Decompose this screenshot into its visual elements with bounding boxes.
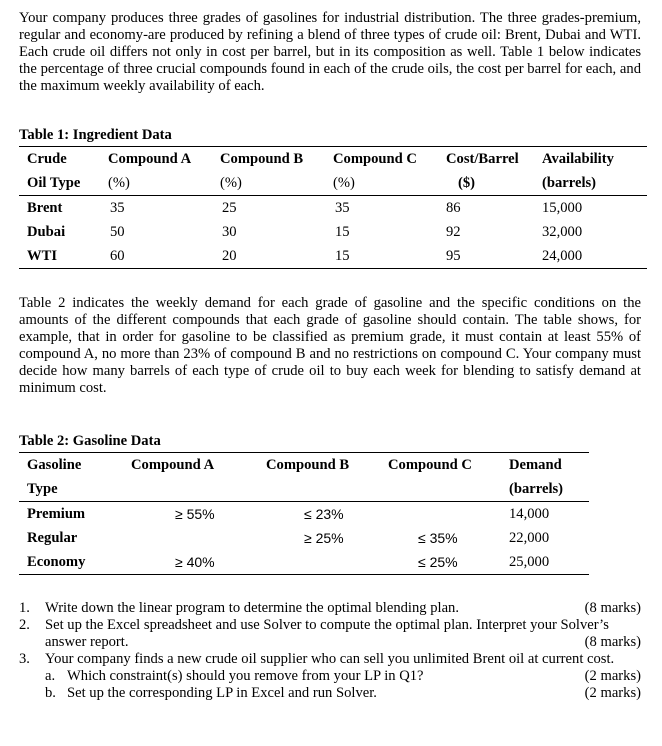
table-row [19, 220, 647, 244]
table2-header-cell: Compound B [266, 453, 388, 478]
table-cell: 35 [335, 199, 350, 216]
question-3a [45, 668, 641, 685]
table-cell: ≤ 25% [388, 550, 501, 575]
table-cell [388, 502, 501, 527]
table-cell: 50 [110, 223, 125, 240]
table-cell: 92 [446, 223, 461, 240]
table1-header-cell: (barrels) [542, 171, 647, 196]
question-2 [19, 617, 641, 651]
table-cell: ≥ 40% [131, 550, 266, 575]
table-row [19, 526, 589, 550]
table2-header-cell: Gasoline [19, 453, 131, 478]
table-cell: 86 [446, 199, 461, 216]
table1-header-cell: Crude [19, 147, 108, 172]
table2-header-cell: (barrels) [501, 477, 589, 502]
question-number: 3. [19, 651, 30, 667]
table-cell: 15 [335, 223, 350, 240]
question-number: a. [45, 668, 56, 684]
question-number: 2. [19, 617, 30, 633]
sub-question-list [45, 668, 641, 702]
table2-header-cell: Compound C [388, 453, 501, 478]
table-cell: ≥ 55% [175, 505, 215, 522]
table-cell: 15 [333, 244, 446, 269]
table-cell: 30 [222, 223, 237, 240]
table-cell: 14,000 [509, 505, 550, 522]
oil-type-cell: Dubai [27, 223, 66, 240]
table-cell: 95 [446, 244, 542, 269]
table-cell: ≥ 25% [304, 529, 344, 546]
table2-header-cell: Type [19, 477, 131, 502]
table2-header-cell [131, 477, 266, 502]
table-row [19, 244, 647, 269]
table2-header-cell [266, 477, 388, 502]
table2-header-row-2 [19, 477, 589, 502]
table-cell: 15,000 [542, 199, 583, 216]
question-text: Which constraint(s) should you remove from your LP in Q1? [67, 668, 424, 684]
oil-type-cell: WTI [19, 244, 108, 269]
table2-header-row-1 [19, 453, 589, 478]
question-3b [45, 685, 641, 702]
question-number: b. [45, 685, 56, 701]
table-cell: 24,000 [542, 244, 647, 269]
table1-header-cell: Compound A [108, 147, 220, 172]
question-text: Write down the linear program to determine the optimal blending plan. [45, 600, 459, 616]
question-marks: (2 marks) [584, 668, 641, 684]
table1-header-cell: (%) [333, 171, 446, 196]
table2-header-cell: Compound A [131, 453, 266, 478]
ingredient-table [19, 146, 647, 269]
table-row [19, 502, 589, 527]
table-row [19, 550, 589, 575]
table-cell: ≤ 35% [418, 529, 458, 546]
question-1 [19, 600, 641, 617]
table-cell: 60 [108, 244, 220, 269]
table1-header-cell: ($) [446, 171, 542, 196]
table2-header-cell [388, 477, 501, 502]
table-cell [131, 526, 266, 550]
oil-type-cell: Brent [27, 199, 63, 216]
table-cell: 35 [110, 199, 125, 216]
table1-header-cell: Compound B [220, 147, 333, 172]
intro-paragraph: Your company produces three grades of gasolines for industrial distribution. The three grades-premium, regular and economy-are produced by refining a blend of three types of crude oil: Brent, Dubai and WTI. Each crude oil differs not only in cost per barrel, but in its composition as well. Table 1 below indicates the percentage of three crucial compounds found in each of the crude oils, the cost per barrel for each, and the maximum weekly availability of each. [19, 10, 641, 94]
gasoline-type-cell: Economy [19, 550, 131, 575]
table-cell: ≤ 23% [304, 505, 344, 522]
table1-header-row-1 [19, 147, 647, 172]
table2-description-paragraph: Table 2 indicates the weekly demand for each grade of gasoline and the specific conditions on the amounts of the different compounds that each grade of gasoline should contain. The table shows, for example, that in order for gasoline to be classified as premium grade, it must contain at least 55% of compound A, no more than 23% of compound B and no restrictions on compound C. Your company must decide how many barrels of each type of crude oil to buy each week for blending to satisfy demand at minimum cost. [19, 295, 641, 396]
table1-header-cell: (%) [220, 171, 333, 196]
table-row [19, 196, 647, 221]
question-number: 1. [19, 600, 30, 616]
question-list [19, 600, 641, 702]
table1-header-cell: Compound C [333, 147, 446, 172]
question-marks: (8 marks) [584, 634, 641, 650]
question-text: Set up the corresponding LP in Excel and run Solver. [67, 685, 377, 701]
table-cell [266, 550, 388, 575]
table1-header-cell: Availability [542, 147, 647, 172]
table1-header-row-2 [19, 171, 647, 196]
question-3 [19, 651, 641, 702]
table1-caption: Table 1: Ingredient Data [19, 127, 172, 143]
table-cell: 32,000 [542, 223, 583, 240]
gasoline-type-cell: Regular [27, 529, 78, 546]
question-text: Set up the Excel spreadsheet and use Solver to compute the optimal plan. Interpret your Solver’s answer report. [45, 617, 609, 650]
question-text: Your company finds a new crude oil supplier who can sell you unlimited Brent oil at current cost. [45, 651, 615, 667]
question-marks: (2 marks) [584, 685, 641, 701]
table1-header-cell: (%) [108, 171, 220, 196]
table-cell: 22,000 [509, 529, 550, 546]
gasoline-type-cell: Premium [27, 505, 86, 522]
table1-header-cell: Cost/Barrel [446, 147, 542, 172]
question-marks: (8 marks) [584, 600, 641, 616]
table-cell: 25 [222, 199, 237, 216]
gasoline-table [19, 452, 589, 575]
table2-header-cell: Demand [501, 453, 589, 478]
table1-header-cell: Oil Type [19, 171, 108, 196]
table2-caption: Table 2: Gasoline Data [19, 433, 161, 449]
table-cell: 25,000 [501, 550, 589, 575]
table-cell: 20 [220, 244, 333, 269]
